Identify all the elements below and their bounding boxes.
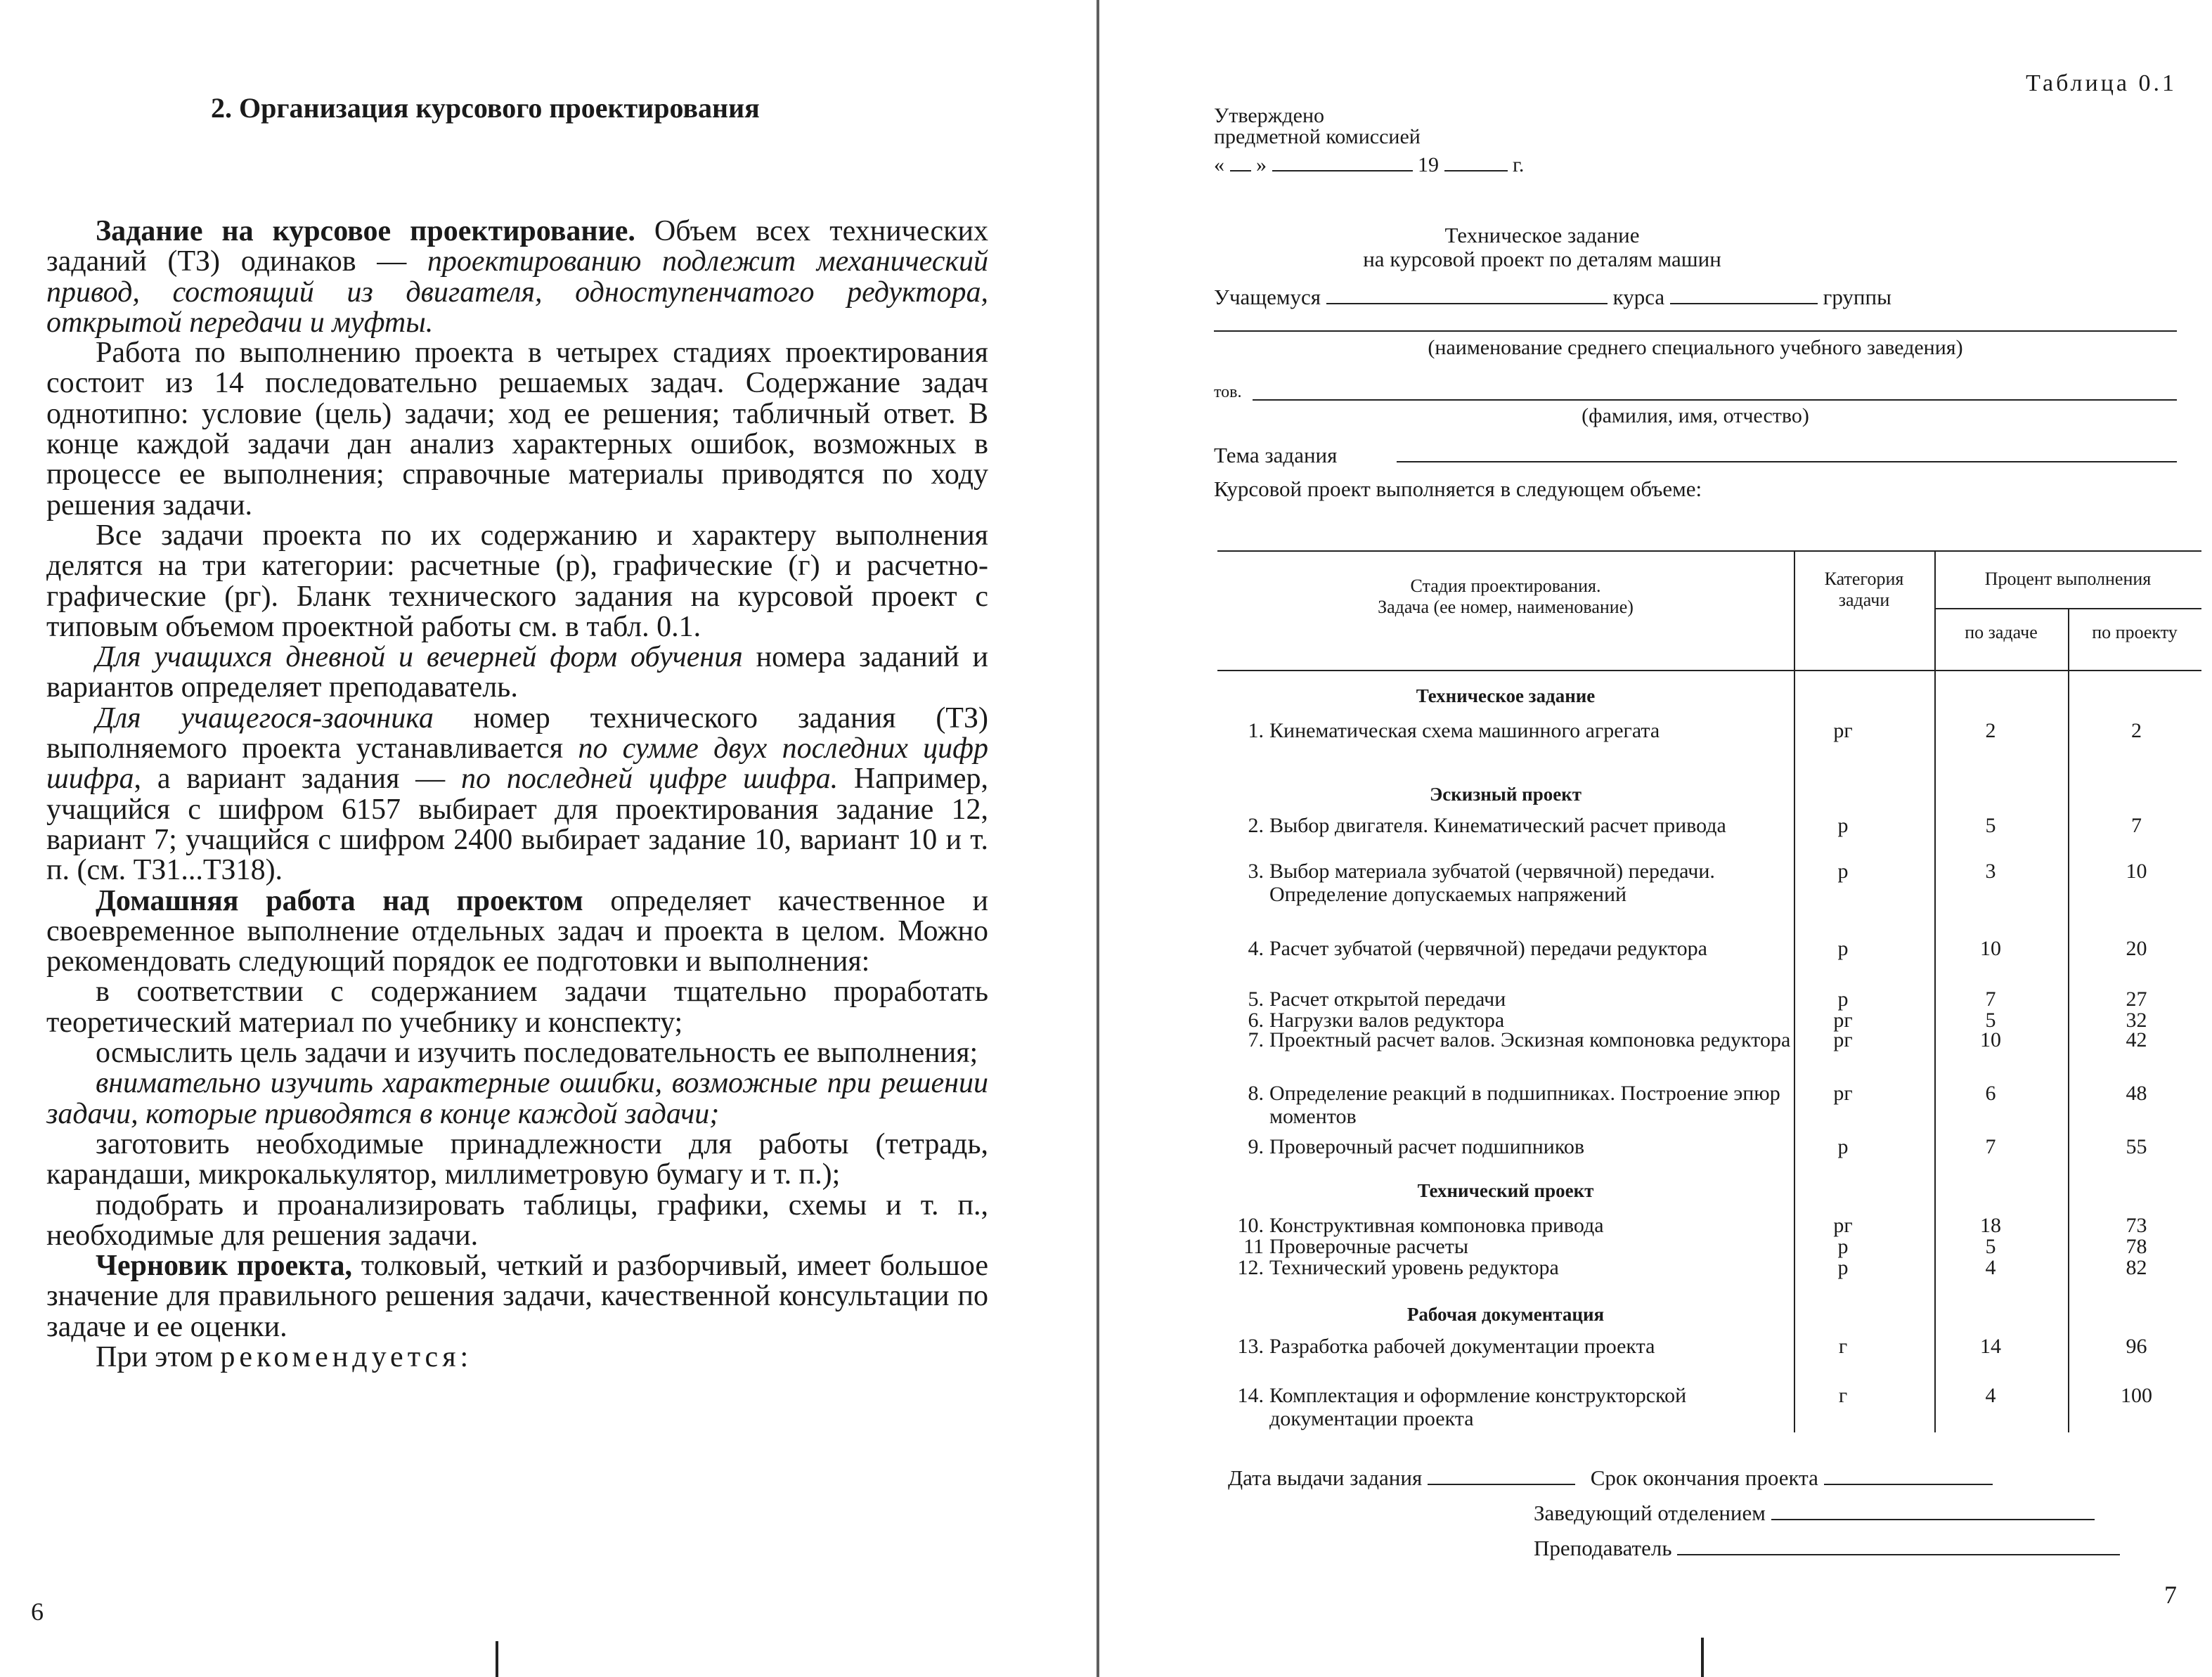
head-row: Заведующий отделением [1534, 1501, 2095, 1526]
deadline-field[interactable] [1824, 1465, 1993, 1485]
percent-task: 5 [1985, 1235, 1996, 1258]
paragraph-categories: Все задачи проекта по их содержанию и характеру выполнения делятся на три категории: расчетные (р), графические (г) и расчетно-графические (рг). Бланк технического задания на курсовой проект с типовым объемом проектной работы см. в табл. 0.1. [46, 519, 988, 643]
task-category: г [1838, 1335, 1848, 1358]
percent-task: 10 [1980, 1028, 2001, 1051]
percent-project: 48 [2126, 1082, 2147, 1105]
percent-task: 6 [1985, 1082, 1996, 1105]
topic-row: Тема задания [1214, 443, 1338, 467]
header-category: Категория задачи [1824, 569, 1904, 610]
percent-task: 14 [1980, 1335, 2001, 1358]
row-number: 9. [1248, 1135, 1264, 1158]
percent-task: 4 [1985, 1384, 1996, 1407]
row-number: 11 [1243, 1235, 1264, 1258]
task-category: р [1837, 814, 1849, 837]
paragraph-stages: Работа по выполнению проекта в четырех стадиях проектирования состоит из 14 последовательно решаемых задач. Содержание задач однотипно: условие (цель) задачи; ход ее решения; табличный ответ. В конце каждой задачи дан анализ характерных ошибок, возможных в процессе ее выполнения; справочные материалы приводятся по ходу решения задачи. [46, 337, 988, 522]
form-title: Техническое задание на курсовой проект по деталям машин [1363, 223, 1721, 271]
paragraph-homework: Домашняя работа над проектом определяет качественное и своевременное выполнение отдельных задач и проекта в целом. Можно рекомендовать следующий порядок ее подготовки и выполнения: [46, 884, 988, 978]
row-number: 14. [1237, 1384, 1264, 1407]
percent-task: 4 [1985, 1256, 1996, 1279]
task-name: Комплектация и оформление конструкторской документации проекта [1269, 1384, 1687, 1430]
header-by-task: по задаче [1965, 622, 2038, 642]
task-category: р [1837, 1235, 1849, 1258]
chapter-title: 2. Организация курсового проектирования [211, 92, 760, 124]
percent-task: 7 [1985, 1135, 1996, 1158]
page-number: 7 [2164, 1581, 2177, 1609]
task-category: рг [1833, 1214, 1853, 1237]
month-field[interactable] [1272, 152, 1413, 171]
right-page [1105, 0, 2212, 1677]
scope-text: Курсовой проект выполняется в следующем объеме: [1214, 477, 1702, 501]
table-label: Таблица 0.1 [2026, 70, 2177, 96]
row-number: 12. [1237, 1256, 1264, 1279]
percent-project: 100 [2121, 1384, 2152, 1407]
paragraph-correspondence: Для учащегося-заочника номер технического задания (ТЗ) выполняемого проекта устанавливается по сумме двух последних цифр шифра, а вариант задания — по последней цифре шифра. Например, учащийся с шифром 6157 выбирает для проектирования задание 12, вариант 7; учащийся с шифром 2400 выбирает задание 10, вариант 10 и т. п. (см. ТЗ1...ТЗ18). [46, 701, 988, 887]
task-name: Определение реакций в подшипниках. Построение эпюр моментов [1269, 1082, 1780, 1128]
row-number: 3. [1248, 860, 1264, 883]
task-name: Выбор материала зубчатой (червячной) передачи. Определение допускаемых напряжений [1269, 860, 1715, 906]
task-category: рг [1833, 1009, 1853, 1032]
task-name: Проектный расчет валов. Эскизная компоновка редуктора [1269, 1028, 1791, 1051]
scan-mark [496, 1641, 498, 1677]
task-name: Разработка рабочей документации проекта [1269, 1335, 1655, 1358]
percent-project: 7 [2131, 814, 2142, 837]
percent-project: 27 [2126, 988, 2147, 1011]
task-category: рг [1833, 1028, 1853, 1051]
task-category: р [1837, 937, 1849, 960]
percent-task: 3 [1985, 860, 1996, 883]
task-category: р [1837, 1135, 1849, 1158]
percent-task: 10 [1980, 937, 2001, 960]
book-spine [1097, 0, 1099, 1677]
task-category: р [1837, 988, 1849, 1011]
task-name: Нагрузки валов редуктора [1269, 1009, 1505, 1032]
student-field[interactable] [1326, 285, 1608, 304]
percent-project: 10 [2126, 860, 2147, 883]
list-item: подобрать и проанализировать таблицы, графики, схемы и т. п., необходимые для решения задачи. [46, 1189, 988, 1252]
percent-project: 55 [2126, 1135, 2147, 1158]
percent-project: 42 [2126, 1028, 2147, 1051]
teacher-signature-field[interactable] [1677, 1536, 2120, 1555]
percent-project: 78 [2126, 1235, 2147, 1258]
left-page [0, 0, 1097, 1677]
paragraph-recommend: При этом рекомендуется: [96, 1340, 473, 1373]
percent-task: 7 [1985, 988, 1996, 1011]
task-category: р [1837, 1256, 1849, 1279]
issue-date-row: Дата выдачи задания Срок окончания проекта [1228, 1465, 1993, 1491]
header-percent: Процент выполнения [1984, 569, 2152, 589]
row-number: 7. [1248, 1028, 1264, 1051]
task-name: Кинематическая схема машинного агрегата [1269, 719, 1660, 742]
task-name: Расчет зубчатой (червячной) передачи редуктора [1269, 937, 1707, 960]
percent-project: 73 [2126, 1214, 2147, 1237]
tov-label: тов. [1214, 383, 1242, 401]
row-number: 5. [1248, 988, 1264, 1011]
body-text [46, 216, 988, 1373]
percent-project: 2 [2131, 719, 2142, 742]
percent-project: 20 [2126, 937, 2147, 960]
issue-date-field[interactable] [1428, 1465, 1575, 1485]
course-field[interactable] [1670, 285, 1818, 304]
row-number: 2. [1248, 814, 1264, 837]
name-caption: (фамилия, имя, отчество) [1582, 404, 1809, 427]
percent-project: 82 [2126, 1256, 2147, 1279]
task-name: Выбор двигателя. Кинематический расчет привода [1269, 814, 1726, 837]
task-name: Проверочные расчеты [1269, 1235, 1469, 1258]
paragraph-day-students: Для учащихся дневной и вечерней форм обучения номера заданий и вариантов определяет преподаватель. [46, 641, 989, 704]
percent-project: 96 [2126, 1335, 2147, 1358]
page-number: 6 [31, 1598, 44, 1626]
list-item: осмыслить цель задачи и изучить последовательность ее выполнения; [96, 1037, 978, 1070]
section-header: Технический проект [1417, 1180, 1594, 1201]
row-number: 1. [1248, 719, 1264, 742]
task-name: Технический уровень редуктора [1269, 1256, 1559, 1279]
percent-task: 18 [1980, 1214, 2001, 1237]
list-item: в соответствии с содержанием задачи тщательно проработать теоретический материал по учебнику и конспекту; [46, 976, 988, 1039]
row-number: 8. [1248, 1082, 1264, 1105]
name-line[interactable] [1253, 399, 2177, 401]
header-by-project: по проекту [2092, 622, 2178, 642]
row-number: 10. [1237, 1214, 1264, 1237]
institution-caption: (наименование среднего специального учебного заведения) [1428, 336, 1963, 359]
student-row: Учащемуся курса группы [1214, 285, 1891, 309]
task-category: р [1837, 860, 1849, 883]
task-category: г [1838, 1384, 1848, 1407]
scan-mark [1701, 1638, 1704, 1677]
topic-line[interactable] [1397, 461, 2177, 462]
teacher-row: Преподаватель [1534, 1536, 2120, 1561]
task-name: Конструктивная компоновка привода [1269, 1214, 1604, 1237]
list-item: заготовить необходимые принадлежности для работы (тетрадь, карандаши, микрокалькулятор, миллиметровую бумагу и т. п.); [46, 1127, 988, 1191]
section-header: Эскизный проект [1429, 784, 1582, 805]
paragraph-task: Задание на курсовое проектирование. Объем всех технических заданий (ТЗ) одинаков — проектированию подлежит механический привод, состоящий из двигателя, одноступенчатого редуктора, открытой передачи и муфты. [46, 215, 989, 339]
approval-block: Утверждено предметной комиссией « » 19 г. [1214, 104, 1525, 176]
percent-task: 5 [1985, 814, 1996, 837]
task-name: Проверочный расчет подшипников [1269, 1135, 1585, 1158]
day-field[interactable] [1230, 152, 1251, 171]
year-field[interactable] [1444, 152, 1508, 171]
row-number: 13. [1237, 1335, 1264, 1358]
row-number: 6. [1248, 1009, 1264, 1032]
task-category: рг [1833, 1082, 1853, 1105]
institution-line[interactable] [1214, 330, 2177, 332]
volume-table [1217, 550, 2201, 1432]
section-header: Рабочая документация [1406, 1304, 1605, 1325]
percent-project: 32 [2126, 1009, 2147, 1032]
task-name: Расчет открытой передачи [1269, 988, 1506, 1011]
list-item: внимательно изучить характерные ошибки, возможные при решении задачи, которые приводятся в конце каждой задачи; [46, 1067, 988, 1130]
paragraph-draft: Черновик проекта, толковый, четкий и разборчивый, имеет большое значение для правильного решения задачи, качественной консультации по задаче и ее оценки. [46, 1250, 988, 1343]
percent-task: 5 [1985, 1009, 1996, 1032]
percent-task: 2 [1985, 719, 1996, 742]
section-header: Техническое задание [1416, 685, 1596, 706]
row-number: 4. [1248, 937, 1264, 960]
head-signature-field[interactable] [1771, 1501, 2095, 1520]
task-category: рг [1833, 719, 1853, 742]
header-stage: Стадия проектирования. Задача (ее номер, наименование) [1378, 576, 1634, 617]
